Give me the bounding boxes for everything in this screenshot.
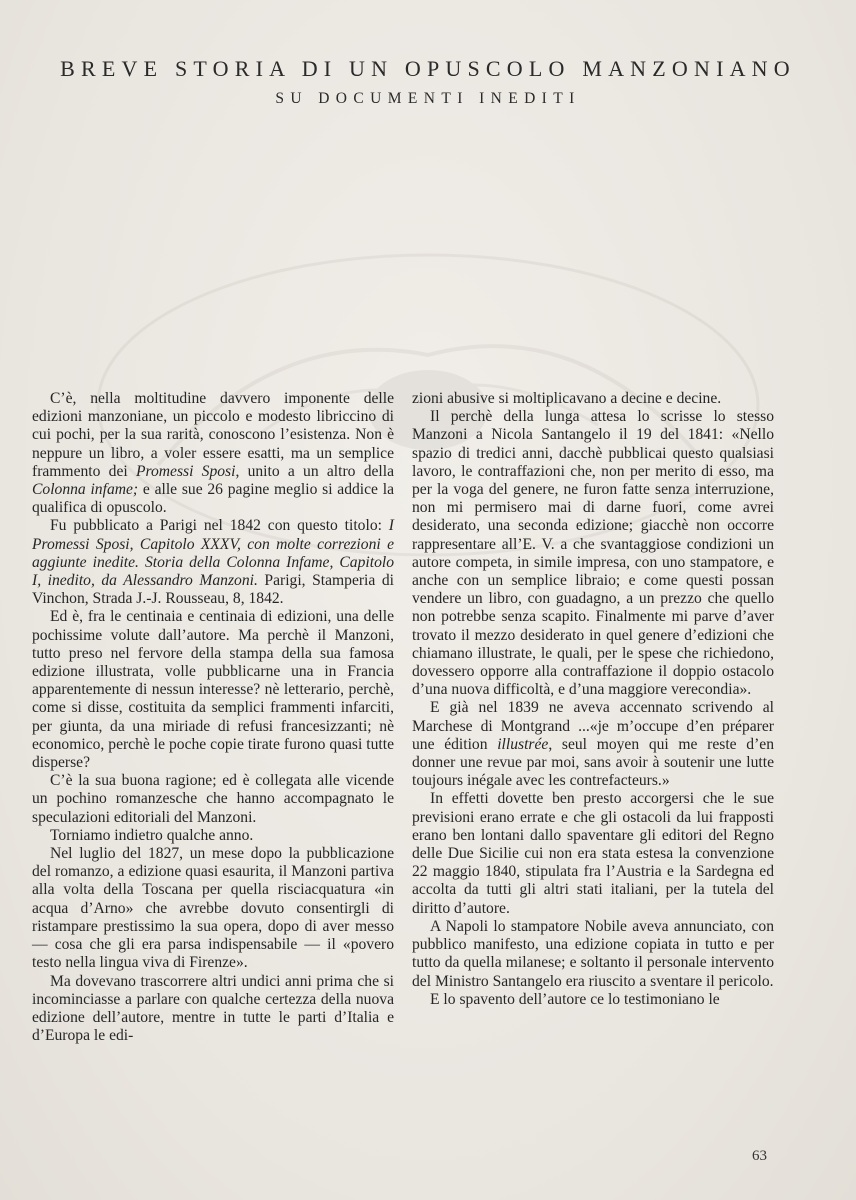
paragraph-text: Ma dovevano trascorrere altri undici anni prima che si incominciasse a parlare con qualche certezza della nuova edizione dell’autore, mentre in tutte le parti d’Italia e d’Europa le edi- [32, 972, 394, 1045]
paragraph [32, 845, 394, 972]
italic-title-text: illustrée [497, 735, 549, 753]
paragraph [32, 517, 394, 608]
page-number: 63 [752, 1148, 767, 1164]
paragraph [32, 390, 394, 517]
italic-title-text: I Promessi Sposi, Capitolo XXXV, con molte correzioni e aggiunte inedite. Storia della Colonna Infame, Capitolo I, inedito, da Alessandro Manzoni. [32, 517, 394, 590]
paragraph [412, 390, 774, 408]
article-title: BREVE STORIA DI UN OPUSCOLO MANZONIANO [60, 56, 796, 81]
paragraph [32, 608, 394, 772]
paragraph-text: Parigi, Stamperia di Vinchon, Strada J.-J. Rousseau, 8, 1842. [32, 572, 394, 608]
paragraph-text: , unito a un altro della [235, 462, 395, 480]
paragraph [412, 699, 774, 790]
paragraph-text: Il perchè della lunga attesa lo scrisse lo stesso Manzoni a Nicola Santangelo il 19 del 1841: «Nello spazio di tredici anni, dacchè pubblicai questo qualsiasi lavoro, le contraffazioni che, non per merito di esso, ma per la voga del genere, ne furon fatte senza interruzione, non mi permisero mai di darne fuori, come avrei desiderato, una seconda edizione; giacchè non occorre rappresentare all’E. V. a che svantaggiose condizioni un autore competa, in simile impresa, con uno stampatore, e anche con un semplice libraio; e come questi possan vendere un libro, con guadagno, a un prezzo che quello non potrebbe senza scapito. Finalmente mi parve d’aver trovato il mezzo desiderato in quel genere d’edizioni che chiamano illustrate, le quali, per le spese che richiedono, dovessero opporre alla contraffazione il doppio ostacolo d’una nuova difficoltà, e d’una maggiore verecondia». [412, 408, 774, 699]
paragraph [412, 408, 774, 699]
paragraph-text: E già nel 1839 ne aveva accennato scrivendo al Marchese di Montgrand ...«je m’occupe d’en préparer une édition [412, 699, 774, 753]
paragraph [412, 918, 774, 991]
paragraph-text: Fu pubblicato a Parigi nel 1842 con questo titolo: [50, 517, 389, 535]
italic-title-text: Colonna infame; [32, 481, 139, 499]
paragraph-text: In effetti dovette ben presto accorgersi che le sue previsioni erano errate e che gli ostacoli da lui frapposti erano ben lontani dallo spaventare gli editori del Regno delle Due Sicilie cui non era stata estesa la convenzione 22 maggio 1840, stipulata fra l’Austria e la Sardegna ed accolta da tutti gli altri stati italiani, per la tutela del diritto d’autore. [412, 790, 774, 917]
paragraph-text: E lo spavento dell’autore ce lo testimoniano le [430, 990, 720, 1008]
paragraph [412, 991, 774, 1009]
paragraph [32, 827, 394, 845]
paragraph-text: A Napoli lo stampatore Nobile aveva annunciato, con pubblico manifesto, una edizione copiata in tutto e per tutto da quella milanese; e soltanto il personale intervento del Ministro Santangelo era riuscito a sventare il pericolo. [412, 917, 774, 990]
paragraph-text: zioni abusive si moltiplicavano a decine e decine. [412, 390, 722, 407]
text-column-right [412, 390, 774, 1009]
paragraph-text: C’è la sua buona ragione; ed è collegata alle vicende un pochino romanzesche che hanno accompagnato le speculazioni editoriali del Manzoni. [32, 772, 394, 826]
paragraph [412, 790, 774, 917]
paragraph [32, 772, 394, 827]
italic-title-text: Promessi Sposi [135, 462, 236, 480]
paragraph [32, 973, 394, 1046]
paragraph-text: e alle sue 26 pagine meglio si addice la qualifica di opuscolo. [32, 481, 394, 517]
text-column-left [32, 390, 394, 1045]
paragraph-text: C’è, nella moltitudine davvero imponente delle edizioni manzoniane, un piccolo e modesto libriccino di cui pochi, per la sua rarità, conoscono l’esistenza. Non è neppure un libro, a voler essere esatti, ma un semplice frammento dei [32, 390, 394, 480]
article-subtitle: SU DOCUMENTI INEDITI [275, 90, 581, 107]
paragraph-text: , seul moyen qui me reste d’en donner une revue par moi, sans avoir à soutenir une lutte toujours inégale avec les contrefacteurs.» [412, 735, 774, 790]
paragraph-text: Ed è, fra le centinaia e centinaia di edizioni, una delle pochissime volute dall’autore. Ma perchè il Manzoni, tutto preso nel fervore della stampa della sua famosa edizione illustrata, volle pubblicarne una in Francia apparentemente di nessun interesse? nè letterario, perchè, come si disse, costituita da semplici frammenti infarciti, per giunta, da una miriade di refusi francesizzanti; nè economico, perchè le poche copie tirate furono quasi tutte disperse? [32, 608, 394, 772]
paragraph-text: Nel luglio del 1827, un mese dopo la pubblicazione del romanzo, a edizione quasi esaurita, il Manzoni partiva alla volta della Toscana per quella risciacquatura «in acqua d’Arno» che avrebbe dovuto consentirgli di ristampare prestissimo la sua opera, dopo di aver messo — cosa che gli era parsa indispensabile — il «povero testo nella lingua viva di Firenze». [32, 845, 394, 972]
paragraph-text: Torniamo indietro qualche anno. [50, 826, 254, 844]
